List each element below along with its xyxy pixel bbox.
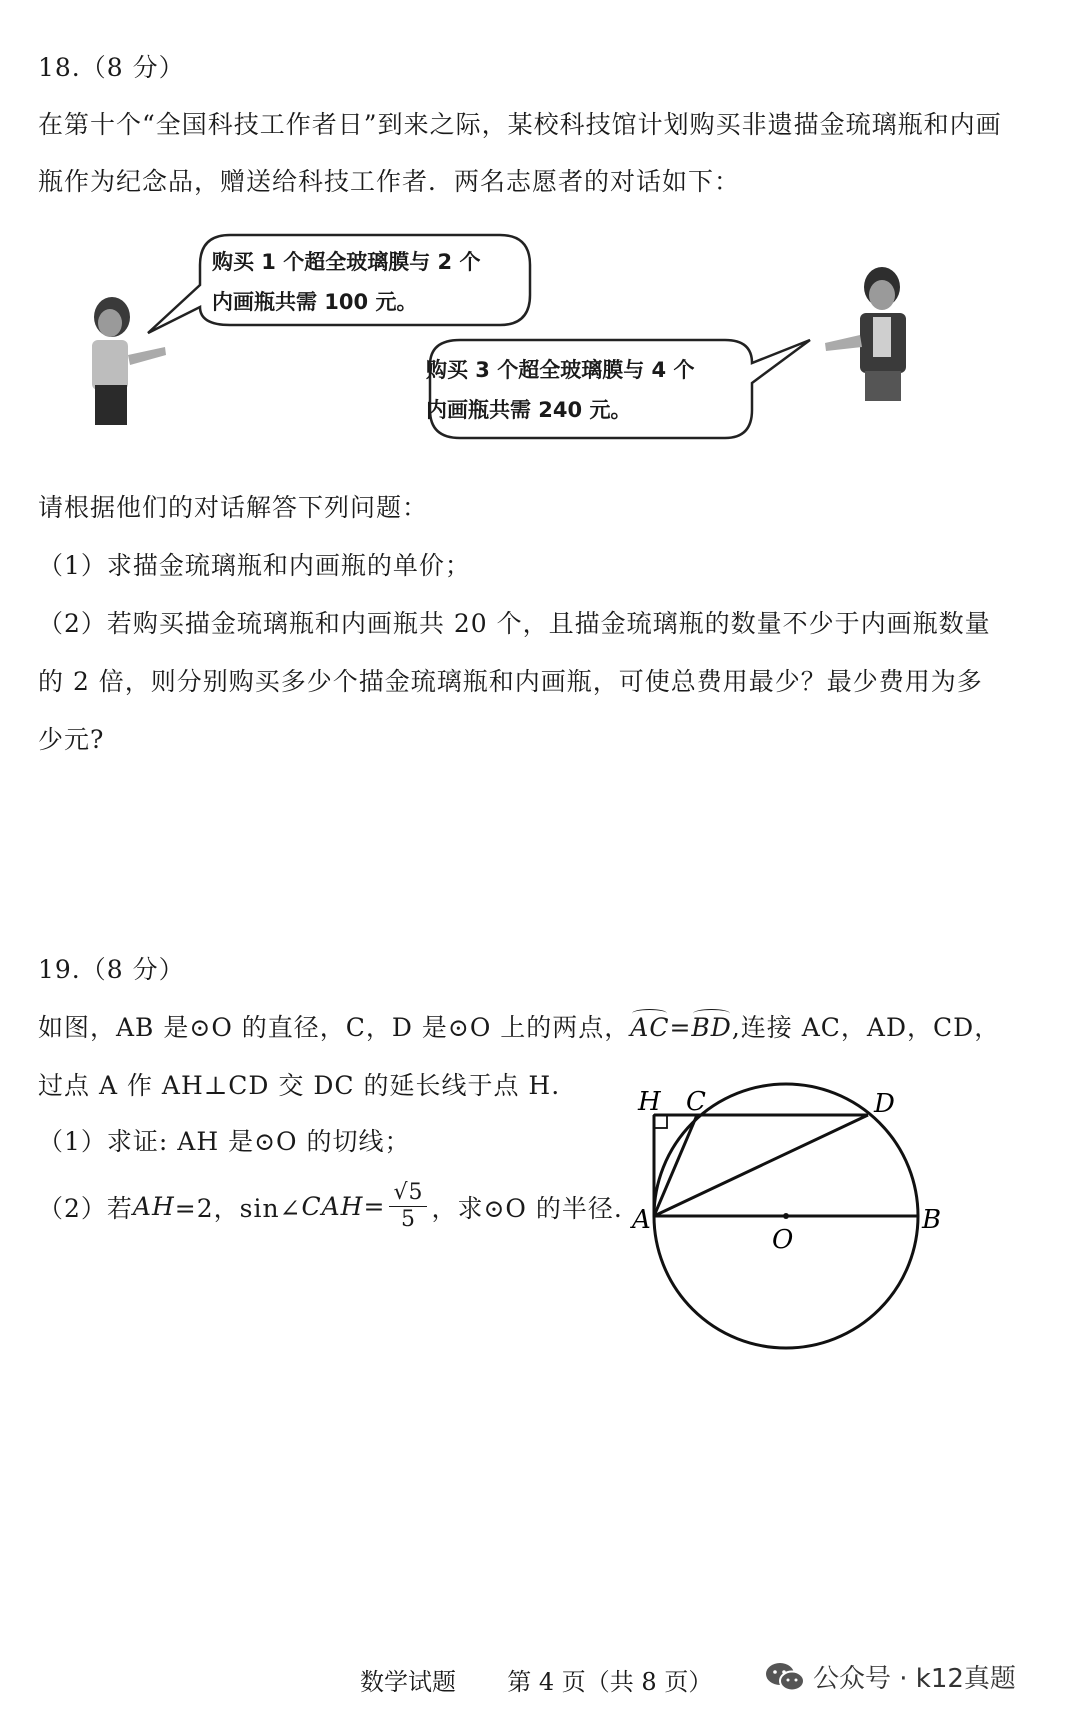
speech-bubble-2	[426, 350, 694, 430]
label-d: D	[874, 1089, 895, 1119]
label-c: C	[686, 1087, 706, 1117]
label-a: A	[632, 1205, 651, 1235]
arc-equals: =	[669, 1013, 692, 1042]
q19-part2-tail: ，求⊙O 的半径.	[431, 1193, 623, 1223]
arc-bd: BD	[691, 1013, 732, 1042]
q18-intro-line2: 瓶作为纪念品，赠送给科技工作者．两名志愿者的对话如下：	[38, 167, 741, 196]
q18-part2-line2: 的 2 倍，则分别购买多少个描金琉璃瓶和内画瓶，可使总费用最少？最少费用为多	[38, 667, 983, 696]
q19-part2	[38, 1180, 623, 1233]
q18-part2-line1: （2）若购买描金琉璃瓶和内画瓶共 20 个，且描金琉璃瓶的数量不少于内画瓶数量	[38, 609, 991, 638]
q18-intro-line1: 在第十个“全国科技工作者日”到来之际，某校科技馆计划购买非遗描金琉璃瓶和内画	[38, 110, 1002, 139]
segment-ac	[654, 1115, 697, 1216]
center-point-o	[783, 1213, 789, 1219]
q18-prompt: 请根据他们的对话解答下列问题：	[38, 493, 429, 522]
arc-ac: AC	[630, 1013, 670, 1042]
q19-part1: （1）求证: AH 是⊙O 的切线；	[38, 1127, 411, 1156]
bubble1-line2: 内画瓶共需 100 元。	[212, 290, 418, 314]
footer-page-number: 第 4 页（共 8 页）	[507, 1668, 713, 1696]
page-footer	[360, 1662, 712, 1697]
watermark-text: 公众号 · k12真题	[813, 1664, 1016, 1694]
fraction-sqrt5-over-5	[389, 1180, 427, 1233]
q19-line1-text: 如图，AB 是⊙O 的直径，C，D 是⊙O 上的两点，	[38, 1013, 631, 1042]
q19-line1	[38, 1008, 1000, 1044]
man-figure-icon	[825, 267, 906, 401]
q19-line1-tail: ,连接 AC，AD，CD，	[731, 1013, 1001, 1042]
circle-geometry-figure	[620, 1070, 1040, 1370]
q19-part2-cah: CAH	[301, 1192, 364, 1221]
label-b: B	[922, 1205, 942, 1235]
watermark	[765, 1658, 1016, 1695]
fraction-denominator: 5	[400, 1207, 416, 1232]
q19-part2-equals: =	[363, 1192, 386, 1221]
girl-figure-icon	[92, 297, 166, 425]
q18-header: 18.（8 分）	[38, 53, 185, 82]
footer-subject: 数学试题	[360, 1668, 456, 1696]
q19-part2-lead: （2）若	[38, 1193, 133, 1223]
q18-part1: （1）求描金琉璃瓶和内画瓶的单价；	[38, 551, 471, 580]
speech-bubble-1	[212, 242, 480, 322]
bubble2-line2: 内画瓶共需 240 元。	[426, 398, 632, 422]
q18-part2-line3: 少元?	[38, 725, 105, 754]
q19-line2: 过点 A 作 AH⊥CD 交 DC 的延长线于点 H.	[38, 1071, 561, 1100]
label-h: H	[638, 1087, 661, 1117]
q19-header: 19.（8 分）	[38, 955, 185, 984]
label-o: O	[772, 1225, 794, 1255]
q19-part2-sin: =2，sin∠	[174, 1193, 302, 1223]
fraction-numerator: √5	[389, 1180, 427, 1207]
q19-part2-ah: AH	[132, 1192, 175, 1221]
wechat-icon	[765, 1661, 805, 1693]
bubble1-line1: 购买 1 个超全玻璃膜与 2 个	[212, 250, 481, 274]
bubble2-line1: 购买 3 个超全玻璃膜与 4 个	[426, 358, 695, 382]
